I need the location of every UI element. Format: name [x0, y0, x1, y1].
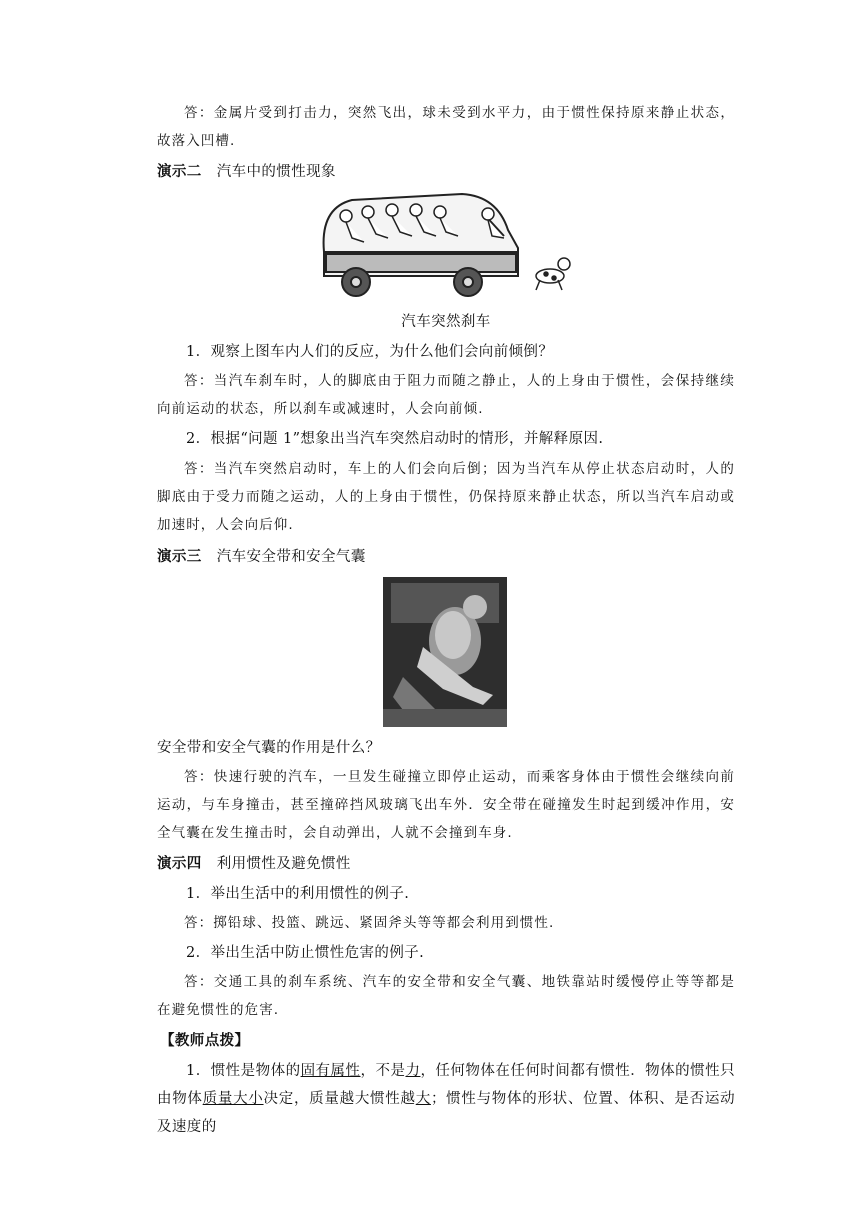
underlined-term: 力 — [405, 1063, 421, 1079]
underlined-term: 质量大小 — [202, 1091, 264, 1107]
underlined-term: 大 — [415, 1091, 431, 1107]
underlined-term: 固有属性 — [300, 1063, 361, 1079]
demo2-title: 汽车中的惯性现象 — [216, 164, 336, 180]
answer-block-1 — [157, 99, 735, 155]
answer-5: 答：交通工具的刹车系统、汽车的安全带和安全气囊、地铁靠站时缓慢停止等等都是在避免惯性的危害. — [157, 974, 735, 1018]
demo3-heading — [157, 543, 735, 571]
demo3-title: 汽车安全带和安全气囊 — [216, 549, 366, 565]
airbag-photo — [383, 577, 507, 727]
question-5: 2．举出生活中防止惯性危害的例子. — [186, 945, 425, 961]
answer-1: 答：当汽车刹车时，人的脚底由于阻力而随之静止，人的上身由于惯性，会保持继续向前运动的状态，所以刹车或减速时，人会向前倾. — [157, 373, 735, 417]
question-1: 1．观察上图车内人们的反应，为什么他们会向前倾倒？ — [186, 344, 554, 360]
answer-4: 答：掷铅球、投篮、跳远、紧固斧头等等都会利用到惯性. — [184, 915, 555, 931]
question-2: 2．根据“问题 1”想象出当汽车突然启动时的情形，并解释原因. — [186, 431, 604, 447]
demo4-heading — [157, 850, 735, 878]
question-3: 安全带和安全气囊的作用是什么？ — [157, 740, 381, 756]
question-4: 1．举出生活中的利用惯性的例子. — [186, 886, 410, 902]
answer-3: 答：快速行驶的汽车，一旦发生碰撞立即停止运动，而乘客身体由于惯性会继续向前运动，与车身撞击，甚至撞碎挡风玻璃飞出车外．安全带在碰撞发生时起到缓冲作用，安全气囊在发生撞击时，会自动弹出，人就不会撞到车身. — [157, 769, 735, 841]
demo2-heading — [157, 158, 735, 186]
figure-1-caption: 汽车突然刹车 — [401, 314, 491, 330]
answer-2: 答：当汽车突然启动时，车上的人们会向后倒；因为当汽车从停止状态启动时，人的脚底由于受力而随之运动，人的上身由于惯性，仍保持原来静止状态，所以当汽车启动或加速时，人会向后仰. — [157, 461, 735, 533]
demo4-title: 利用惯性及避免惯性 — [216, 856, 351, 872]
demo3-label: 演示三 — [157, 548, 202, 565]
teacher-tips-heading: 【教师点拨】 — [160, 1032, 250, 1049]
demo4-label: 演示四 — [157, 855, 202, 872]
demo2-label: 演示二 — [157, 163, 202, 180]
bus-braking-illustration — [312, 190, 578, 306]
answer-text: 答：金属片受到打击力，突然飞出，球未受到水平力，由于惯性保持原来静止状态，故落入凹槽. — [157, 105, 735, 149]
tip-paragraph: 1．惯性是物体的固有属性，不是力，任何物体在任何时间都有惯性．物体的惯性只由物体质量大小决定，质量越大惯性越大；惯性与物体的形状、位置、体积、是否运动及速度的 — [157, 1063, 735, 1135]
